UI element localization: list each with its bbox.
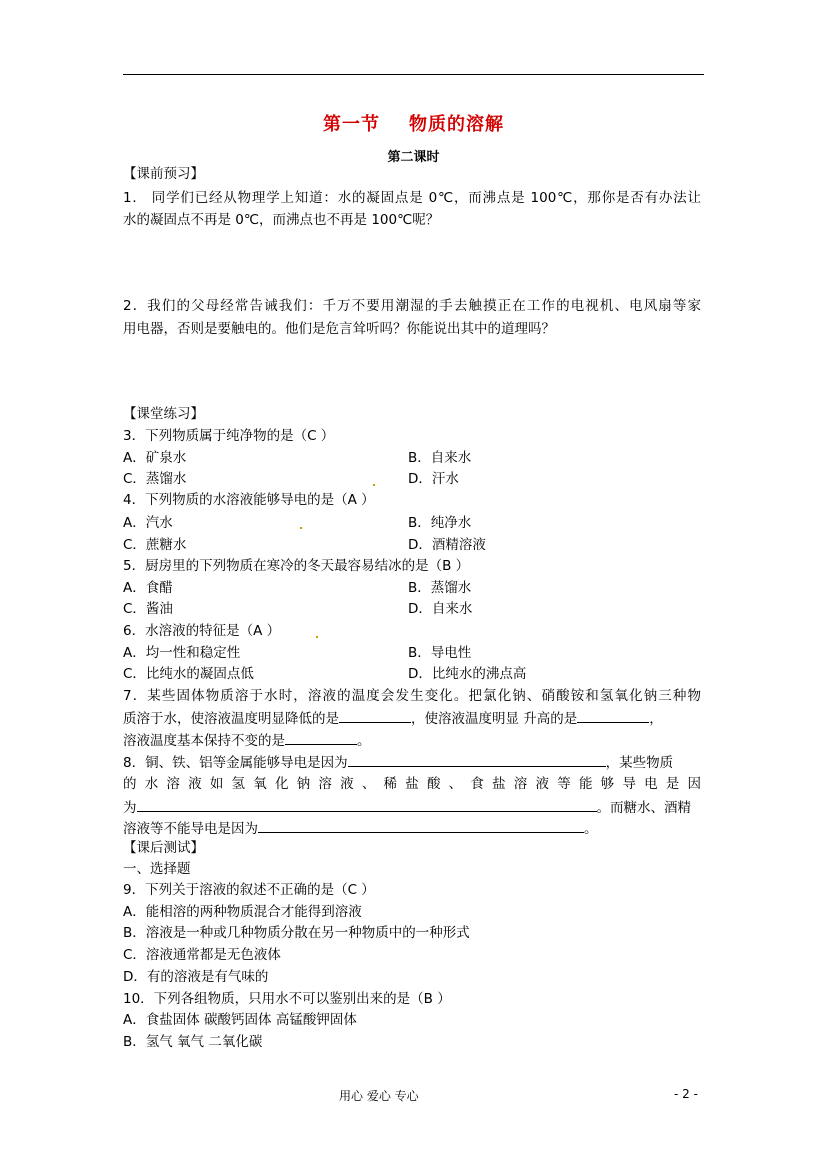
q8-line2: 的水溶液如氢氧化钠溶液、稀盐酸、食盐溶液等能够导电是因 [123,776,701,792]
q3-stem: 3．下列物质属于纯净物的是（C ） [123,428,335,444]
q3-option-a: A．矿泉水 [123,450,187,466]
q4-option-a: A．汽水 [123,515,173,531]
q7-line3 [123,730,371,751]
q8-text-f: 。 [584,821,598,837]
page-title: 第一节 物质的溶解 [322,114,505,135]
q8-text-c: 为 [123,800,137,816]
q6-option-c: C．比纯水的凝固点低 [123,666,254,682]
q7-text-e: 。 [357,733,371,749]
q9-stem: 9．下列关于溶液的叙述不正确的是（C ） [123,882,375,898]
q8-text-d: 。而糖水、酒精 [596,800,691,816]
q6-stem: 6．水溶液的特征是（A ） [123,623,281,639]
q3-option-d: D．汗水 [408,471,459,487]
q6-option-b: B．导电性 [408,645,472,661]
q9-option-d: D．有的溶液是有气味的 [123,969,269,985]
q5-option-b: B．蒸馏水 [408,580,472,596]
q7-line1: 7．某些固体物质溶于水时，溶液的温度会发生变化。把氯化钠、硝酸铵和氢氧化钠三种物 [123,688,701,704]
footer-motto: 用心 爱心 专心 [339,1089,419,1103]
q8-text-b: ，某些物质 [605,755,674,771]
q1-line2: 水的凝固点不再是 0℃，而沸点也不再是 100℃呢？ [123,212,440,228]
q10-stem: 10．下列各组物质，只用水不可以鉴别出来的是（B ） [123,991,451,1007]
q2-line1: 2．我们的父母经常告诫我们：千万不要用潮湿的手去触摸正在工作的电视机、电风扇等家 [123,298,701,314]
q7-line2 [123,708,663,729]
q7-blank-heating[interactable] [577,708,649,723]
q10-option-b: B．氢气 氧气 二氧化碳 [123,1034,263,1050]
q7-text-c: ， [649,711,663,727]
header-rule [123,74,704,75]
q9-option-c: C．溶液通常都是无色液体 [123,947,281,963]
page-subtitle: 第二课时 [387,150,440,165]
section-classwork: 【课堂练习】 [123,406,204,422]
q9-option-b: B．溶液是一种或几种物质分散在另一种物质中的一种形式 [123,925,470,941]
q6-option-a: A．均一性和稳定性 [123,645,241,661]
q8-line1 [123,752,673,773]
q8-text-a: 8．铜、铁、铝等金属能够导电是因为 [123,755,348,771]
q3-option-c: C．蒸馏水 [123,471,187,487]
q6-option-d: D．比纯水的沸点高 [408,666,527,682]
q4-option-d: D．酒精溶液 [408,537,486,553]
q5-option-c: C．酱油 [123,601,173,617]
q8-blank-nonconductive[interactable] [258,818,584,833]
q5-option-d: D．自来水 [408,601,473,617]
q9-option-a: A．能相溶的两种物质混合才能得到溶液 [123,904,362,920]
page-number: - 2 - [674,1087,698,1101]
q8-blank-metal[interactable] [348,752,606,767]
stray-dot [300,527,302,529]
q5-option-a: A．食醋 [123,580,173,596]
q5-stem: 5．厨房里的下列物质在寒冷的冬天最容易结冰的是（B ） [123,558,470,574]
q4-stem: 4．下列物质的水溶液能够导电的是（A ） [123,492,375,508]
stray-dot [373,484,375,486]
q8-line4 [123,818,598,839]
q7-blank-unchanged[interactable] [285,730,357,745]
q2-line2: 用电器，否则是要触电的。他们是危言耸听吗？你能说出其中的道理吗？ [123,321,555,337]
q4-option-b: B．纯净水 [408,515,472,531]
section-homework: 【课后测试】 [123,840,204,856]
q8-line3 [123,797,691,818]
section-preview: 【课前预习】 [123,166,204,182]
q8-text-e: 溶液等不能导电是因为 [123,821,258,837]
q7-text-b: ，使溶液温度明显 升高的是 [411,711,578,727]
q10-option-a: A．食盐固体 碳酸钙固体 高锰酸钾固体 [123,1012,357,1028]
q1-line1: 1． 同学们已经从物理学上知道：水的凝固点是 0℃，而沸点是 100℃，那你是否有办法让 [123,190,701,206]
q7-text-a: 质溶于水，使溶液温度明显降低的是 [123,711,339,727]
q4-option-c: C．蔗糖水 [123,537,187,553]
q3-option-b: B．自来水 [408,450,472,466]
part1-heading: 一、选择题 [123,861,191,877]
stray-dot [316,636,318,638]
q7-text-d: 溶液温度基本保持不变的是 [123,733,285,749]
q7-blank-cooling[interactable] [339,708,411,723]
q8-blank-solution[interactable] [137,797,597,812]
